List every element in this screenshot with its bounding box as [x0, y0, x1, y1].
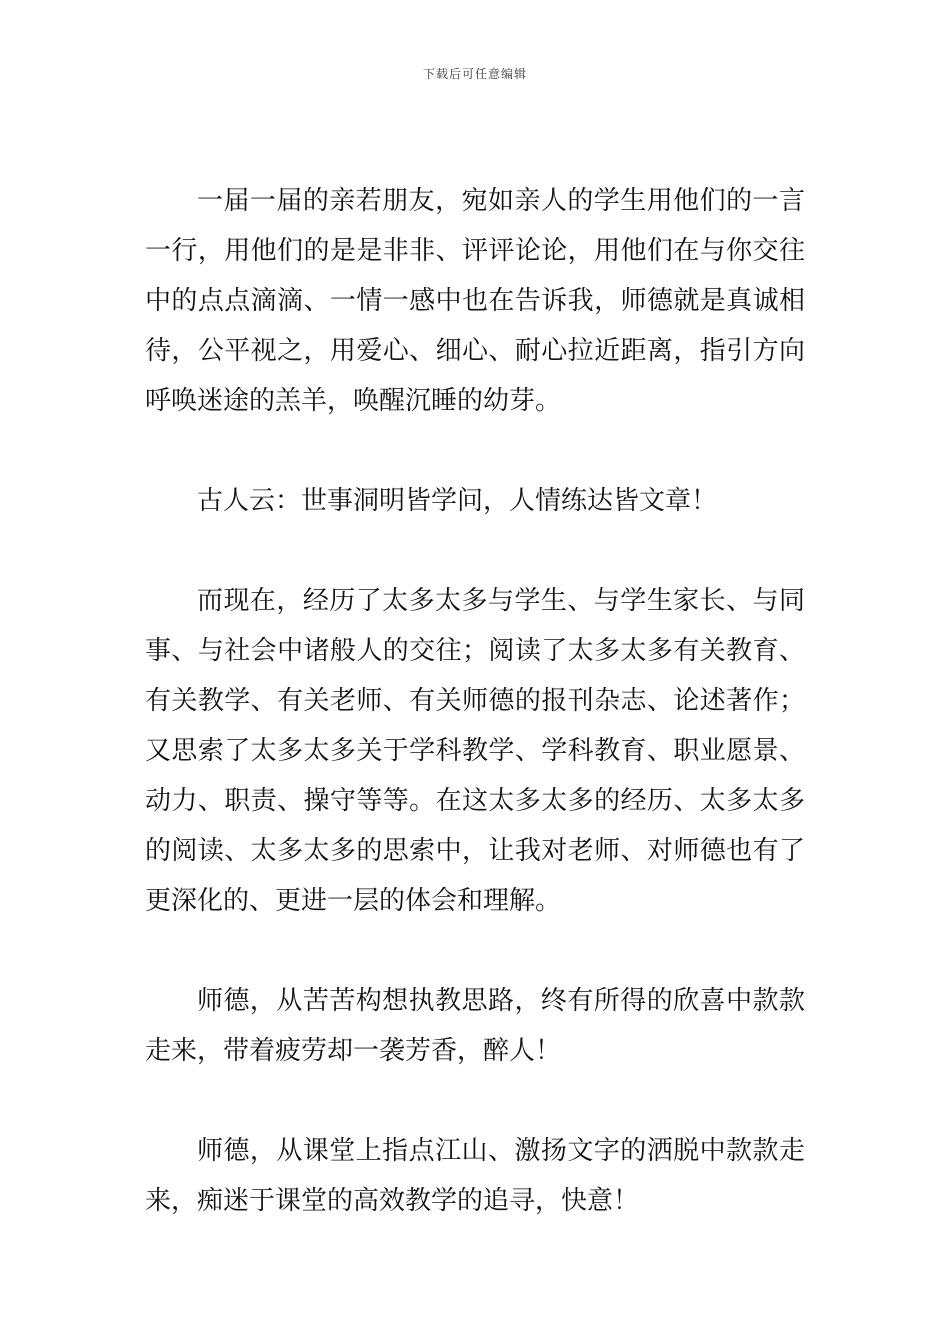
paragraph-5: 师德，从课堂上指点江山、激扬文字的洒脱中款款走来，痴迷于课堂的高效教学的追寻，快意！: [145, 1136, 805, 1216]
paragraph-2: 古人云：世事洞明皆学问，人情练达皆文章！: [197, 486, 718, 516]
paragraph-1: 一届一届的亲若朋友，宛如亲人的学生用他们的一言一行，用他们的是是非非、评评论论，用他们在与你交往中的点点滴滴、一情一感中也在告诉我，师德就是真诚相待，公平视之，用爱心、细心、耐心拉近距离，指引方向呼唤迷途的羔羊，唤醒沉睡的幼芽。: [145, 186, 805, 416]
paragraph-3: 而现在，经历了太多太多与学生、与学生家长、与同事、与社会中诸般人的交往；阅读了太多太多有关教育、有关教学、有关老师、有关师德的报刊杂志、论述著作；又思索了太多太多关于学科教学、学科教育、职业愿景、动力、职责、操守等等。在这太多太多的经历、太多太多的阅读、太多太多的思索中，让我对老师、对师德也有了更深化的、更进一层的体会和理解。: [145, 586, 805, 916]
page-header: 下载后可任意编辑: [422, 67, 527, 81]
paragraph-4: 师德，从苦苦构想执教思路，终有所得的欣喜中款款走来，带着疲劳却一袭芳香，醉人！: [145, 986, 805, 1066]
document-body: [145, 176, 805, 1226]
